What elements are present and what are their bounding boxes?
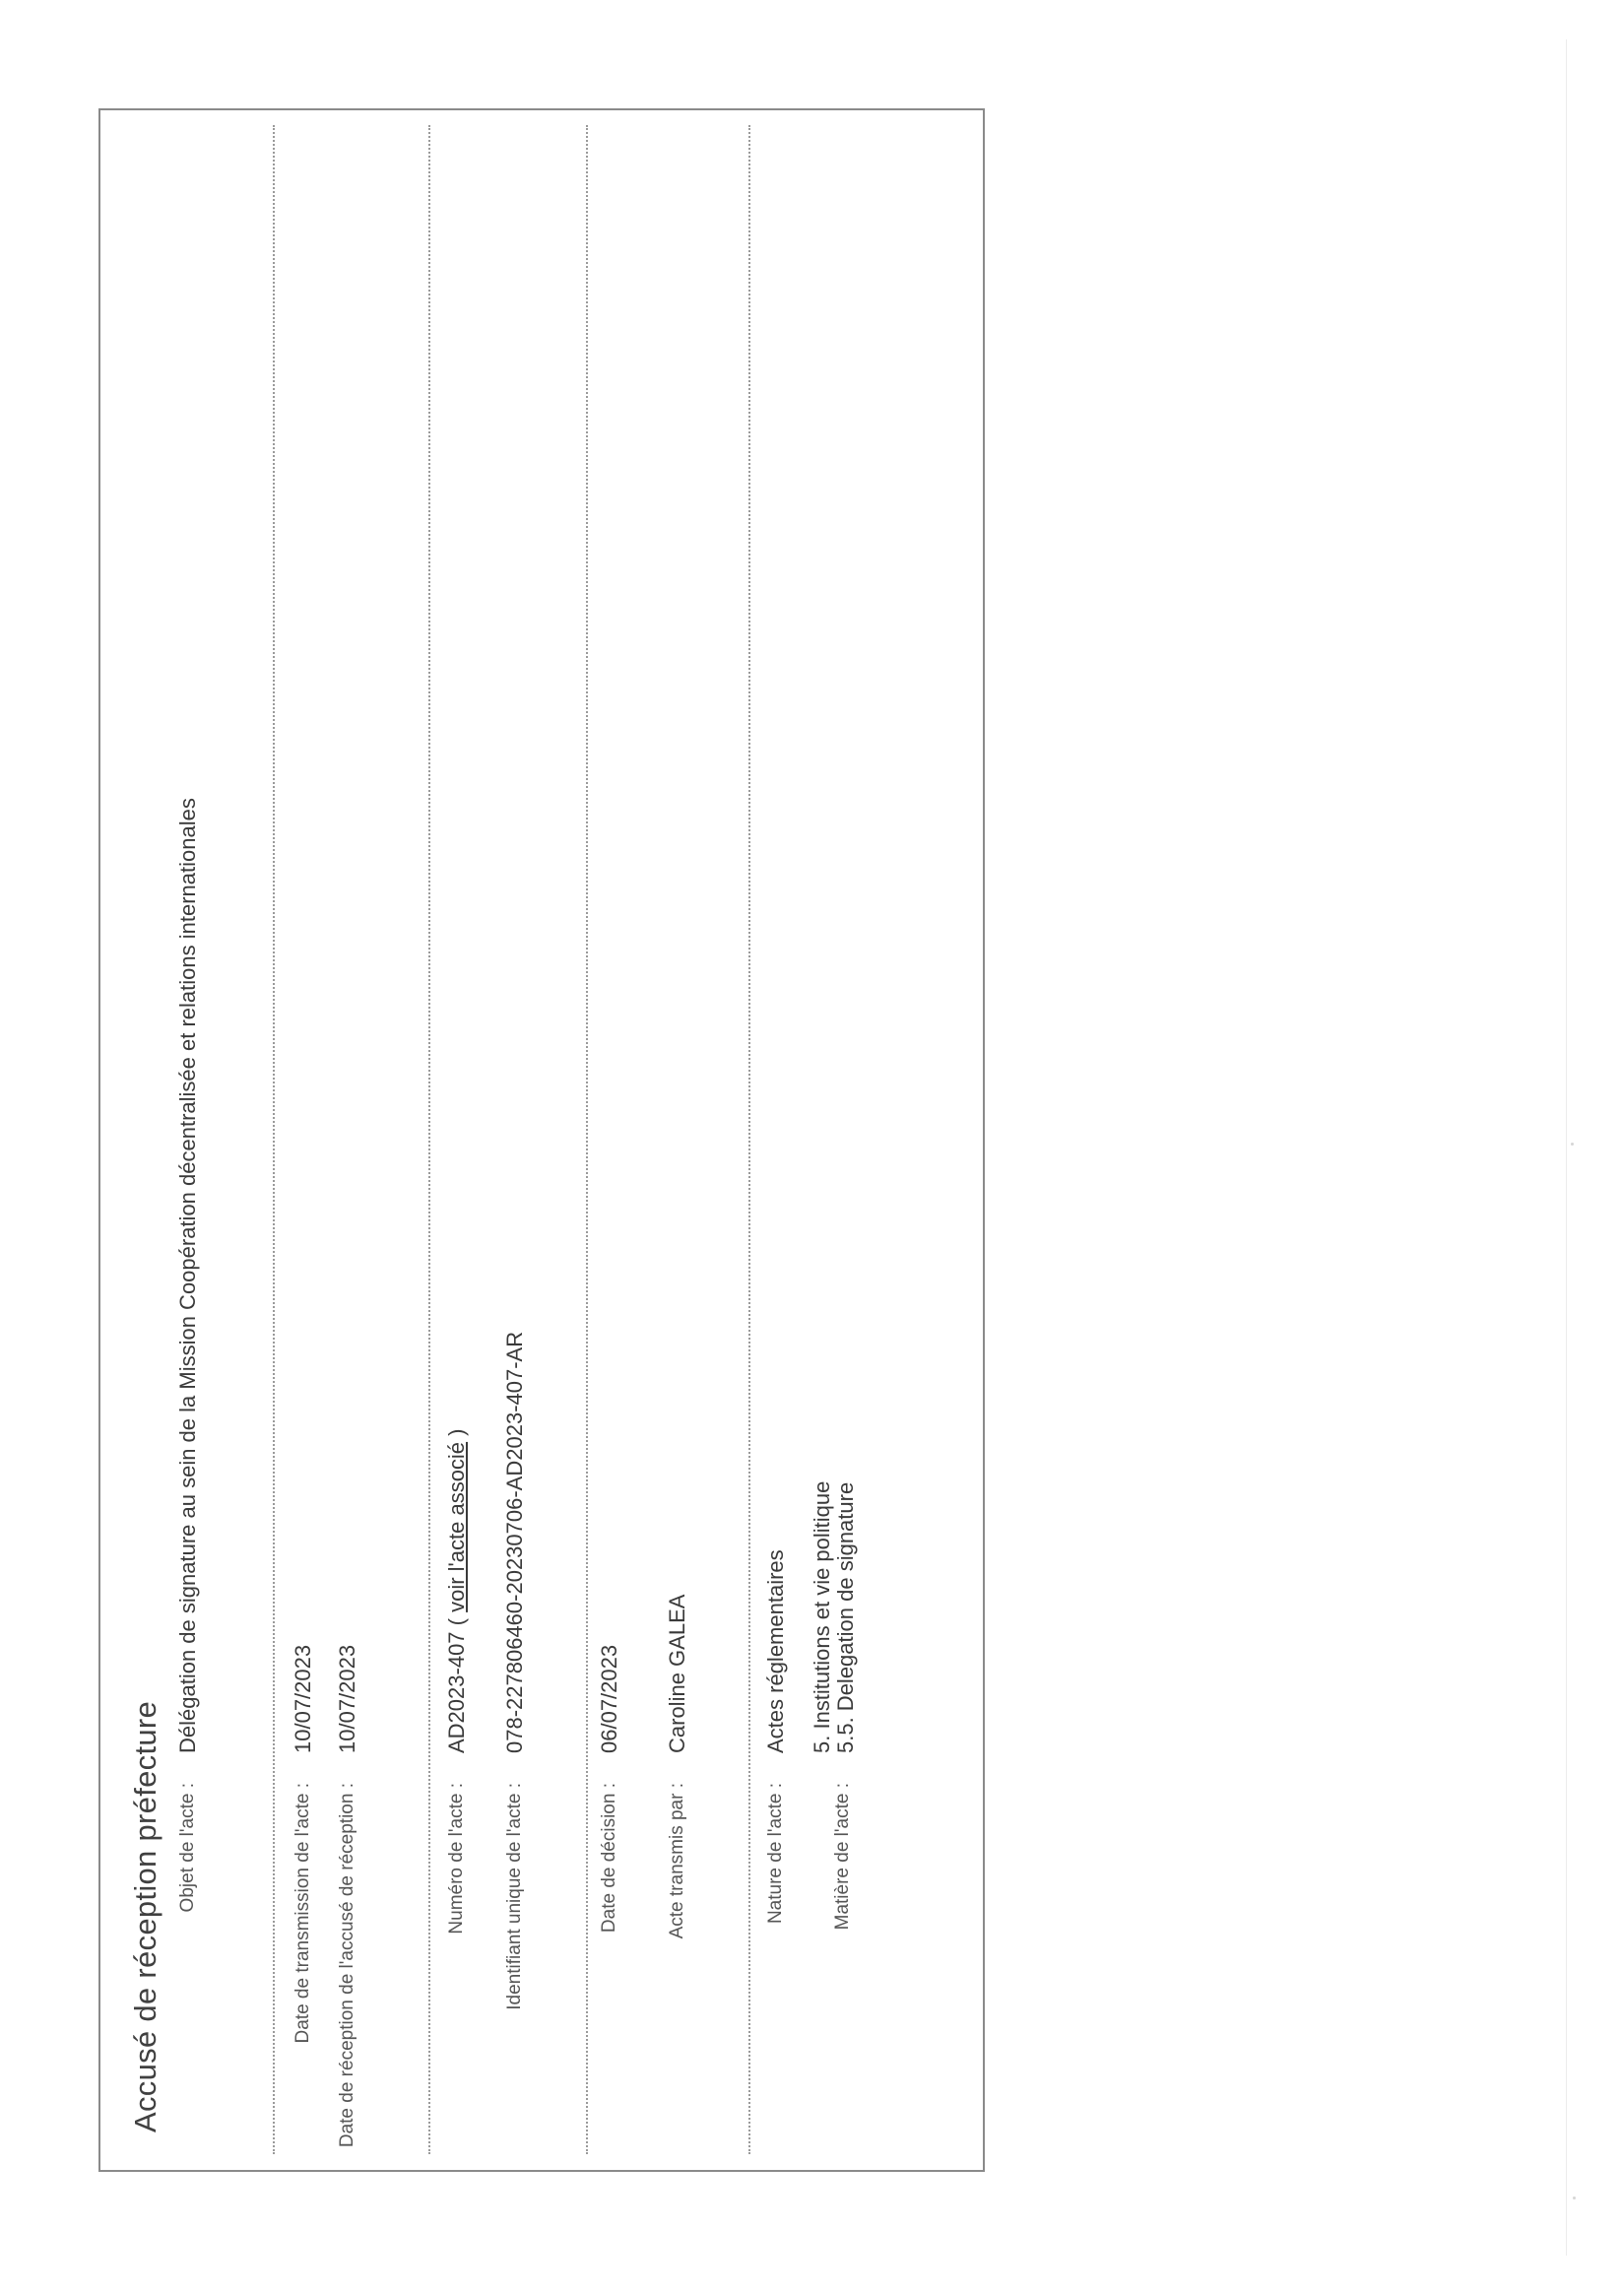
numero-value: AD2023-407 (444, 1631, 469, 1753)
link-close-paren: ) (444, 1428, 469, 1442)
field-value: Délégation de signature au sein de la Mission Coopération décentralisée et relations internationales (175, 798, 200, 1753)
field-value: 10/07/2023 (335, 1644, 359, 1753)
field-matiere (810, 108, 862, 2172)
scan-speck (1571, 1143, 1574, 1146)
field-label: Nature de l'acte : (765, 1783, 786, 1925)
field-label: Objet de l'acte : (177, 1783, 198, 1913)
field-value: 078-227806460-20230706-AD2023-407-AR (502, 1331, 527, 1753)
field-date-reception (337, 108, 366, 2172)
field-objet (177, 108, 207, 2172)
field-value: 10/07/2023 (291, 1644, 315, 1753)
dotted-separator (586, 125, 588, 2154)
dotted-separator (273, 125, 275, 2154)
field-label: Date de réception de l'accusé de réception : (337, 1783, 357, 2148)
field-numero (446, 108, 476, 2172)
field-label: Identifiant unique de l'acte : (504, 1783, 525, 2010)
field-transmis-par (667, 108, 696, 2172)
field-value: Actes réglementaires (763, 1549, 788, 1753)
field-label: Matière de l'acte : (832, 1783, 853, 1931)
field-label: Date de transmission de l'acte : (292, 1783, 313, 2044)
field-label: Numéro de l'acte : (446, 1783, 467, 1935)
matiere-line-2: 5.5. Delegation de signature (833, 1481, 858, 1753)
rotated-document (98, 108, 985, 2172)
field-nature (765, 108, 795, 2172)
field-label: Date de décision : (599, 1783, 619, 1934)
field-label: Acte transmis par : (667, 1783, 687, 1939)
field-date-decision (599, 108, 628, 2172)
dotted-separator (428, 125, 430, 2154)
link-open-paren: ( (444, 1611, 469, 1632)
field-value: Caroline GALEA (665, 1594, 689, 1753)
matiere-line-1: 5. Institutions et vie politique (810, 1480, 834, 1753)
document-title: Accusé de réception préfecture (128, 1700, 162, 2132)
field-date-transmission (292, 108, 322, 2172)
scan-speck (1573, 2197, 1576, 2199)
field-value: 06/07/2023 (597, 1644, 621, 1753)
dotted-separator (748, 125, 750, 2154)
field-value (444, 1428, 470, 1753)
voir-acte-associe-link[interactable]: voir l'acte associé (444, 1441, 469, 1612)
field-identifiant (504, 108, 534, 2172)
field-value (810, 1481, 858, 1753)
page-edge (1566, 39, 1567, 2256)
